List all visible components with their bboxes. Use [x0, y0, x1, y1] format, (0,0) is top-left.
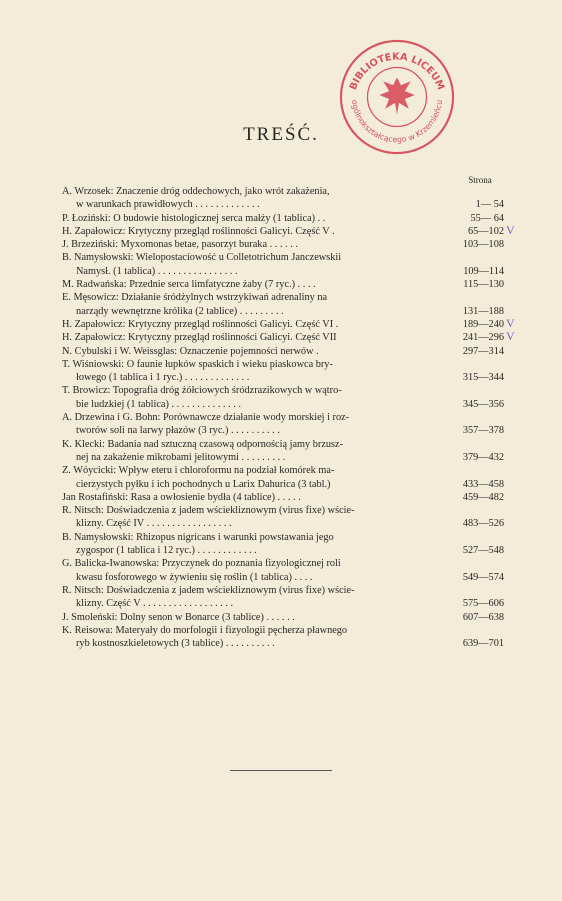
- toc-entry: [62, 411, 512, 438]
- toc-entry-line: [62, 464, 512, 477]
- toc-entry-text: N. Cybulski i W. Weissglas: Oznaczenie pojemności nerwów .: [62, 345, 319, 357]
- stamp-top-text: BIBLIOTEKA LICEUM: [347, 51, 447, 92]
- toc-page-range: 315—344: [462, 372, 504, 384]
- toc-entry-continuation: [62, 637, 512, 650]
- check-mark-icon: V: [506, 315, 515, 330]
- toc-entry-line: [62, 345, 512, 358]
- toc-page-range: 459—482: [462, 491, 504, 503]
- toc-entry: [62, 504, 512, 531]
- toc-entry-continuation: [62, 198, 512, 211]
- toc-entry-line: [62, 531, 512, 544]
- toc-entry-text: łowego (1 tablica i 1 ryc.) . . . . . . . . . . . . .: [76, 372, 250, 384]
- toc-entry-text: T. Wiśniowski: O faunie łupków spaskich i wieku piaskowca bry-: [62, 358, 333, 370]
- toc-entry-continuation: [62, 451, 512, 464]
- toc-entry: [62, 531, 512, 558]
- toc-entry-line: [62, 278, 512, 291]
- toc-entry-text: narządy wewnętrzne królika (2 tablice) . . . . . . . . .: [76, 305, 284, 317]
- toc-entry-line: [62, 358, 512, 371]
- toc-entry-line: [62, 384, 512, 397]
- toc-entry: [62, 238, 512, 251]
- toc-entry-line: [62, 251, 512, 264]
- toc-entry-text: klizny. Część V . . . . . . . . . . . . . . . . . .: [76, 598, 234, 610]
- toc-entry: [62, 315, 515, 331]
- toc-entry: [62, 251, 512, 278]
- closing-rule: [230, 770, 332, 771]
- toc-page-range: 575—606: [462, 598, 504, 610]
- toc-entry-line: [62, 238, 512, 251]
- toc-entry-text: H. Zapałowicz: Krytyczny przegląd roślinności Galicyi. Część VII: [62, 332, 337, 344]
- toc-entry: [62, 464, 512, 491]
- page-title: TREŚĆ.: [243, 124, 319, 145]
- toc-entry-continuation: [62, 305, 512, 318]
- toc-entry-text: nej na zakażenie mikrobami jelitowymi . . . . . . . . .: [76, 451, 286, 463]
- toc-entry-continuation: [62, 478, 512, 491]
- toc-entry-text: K. Klecki: Badania nad sztuczną czasową odpornością jamy brzusz-: [62, 438, 344, 450]
- toc-entry-text: B. Namysłowski: Rhizopus nigricans i warunki powstawania jego: [62, 531, 334, 543]
- toc-page-range: 55— 64: [470, 212, 504, 224]
- toc-entry-line: [62, 411, 512, 424]
- toc-entry: [62, 212, 512, 225]
- toc-entry-line: [62, 584, 512, 597]
- toc-page-range: 131—188: [462, 305, 504, 317]
- toc-entry: [62, 345, 512, 358]
- toc-entry-line: [62, 291, 512, 304]
- toc-entry: [62, 491, 512, 504]
- toc-page-range: 527—548: [462, 545, 504, 557]
- toc-entry-text: J. Brzeziński: Myxomonas betae, pasorzyt buraka . . . . . .: [62, 239, 298, 251]
- toc-entry-text: w warunkach prawidłowych . . . . . . . . . . . . .: [76, 199, 260, 211]
- toc-entry: [62, 291, 512, 318]
- page-column-label: Strona: [468, 175, 492, 185]
- toc-entry: [62, 185, 512, 212]
- toc-entry-text: Jan Rostafiński: Rasa a owłosienie bydła (4 tablice) . . . . .: [62, 491, 301, 503]
- toc-page-range: 241—296: [462, 332, 504, 344]
- toc-entry-text: T. Browicz: Topografia dróg żółciowych śródzrazikowych w wątro-: [62, 385, 342, 397]
- toc-entry-line: [62, 624, 512, 637]
- toc-entry-text: R. Nitsch: Doświadczenia z jadem wściekliznowym (virus fixe) wście-: [62, 584, 355, 596]
- toc-page-range: 189—240: [462, 318, 504, 330]
- toc-entry-continuation: [62, 544, 512, 557]
- toc-entry: [62, 438, 512, 465]
- table-of-contents: [62, 185, 515, 650]
- toc-page-range: 379—432: [462, 451, 504, 463]
- toc-entry-line: [62, 185, 512, 198]
- toc-entry-continuation: [62, 571, 512, 584]
- toc-page-range: 639—701: [462, 638, 504, 650]
- toc-entry-continuation: [62, 424, 512, 437]
- toc-entry-continuation: [62, 398, 512, 411]
- toc-entry: [62, 557, 512, 584]
- toc-entry-text: bie ludzkiej (1 tablica) . . . . . . . . . . . . . .: [76, 398, 241, 410]
- toc-entry-text: G. Balicka-Iwanowska: Przyczynek do poznania fizyologicznej roli: [62, 558, 341, 570]
- toc-entry-line: [62, 222, 515, 238]
- toc-entry-line: [62, 557, 512, 570]
- toc-entry-text: ryb kostnoszkieletowych (3 tablice) . . . . . . . . . .: [76, 638, 275, 650]
- toc-entry: [62, 278, 512, 291]
- toc-entry-line: [62, 315, 515, 331]
- toc-entry-text: H. Zapałowicz: Krytyczny przegląd roślinności Galicyi. Część VI .: [62, 318, 339, 330]
- toc-entry: [62, 624, 512, 651]
- toc-entry-continuation: [62, 517, 512, 530]
- toc-page-range: 433—458: [462, 478, 504, 490]
- stamp-bottom-text: ogólnokształcącego w Krzemieńcu: [349, 99, 445, 145]
- toc-entry-continuation: [62, 371, 512, 384]
- toc-entry-line: [62, 438, 512, 451]
- toc-entry: [62, 384, 512, 411]
- toc-entry-continuation: [62, 265, 512, 278]
- toc-entry-text: cierzystych pyłku i ich pochodnych u Larix Dahurica (3 tabl.): [76, 478, 331, 490]
- toc-entry: [62, 358, 512, 385]
- toc-entry-text: A. Drzewina i G. Bohn: Porównawcze działanie wody morskiej i roz-: [62, 412, 350, 424]
- toc-entry-line: [62, 611, 512, 624]
- toc-page-range: 103—108: [462, 239, 504, 251]
- toc-entry-text: M. Radwańska: Przednie serca limfatyczne żaby (7 ryc.) . . . .: [62, 279, 316, 291]
- toc-entry-text: klizny. Część IV . . . . . . . . . . . . . . . . .: [76, 518, 232, 530]
- toc-entry-line: [62, 504, 512, 517]
- toc-entry: [62, 329, 515, 344]
- toc-entry-text: kwasu fosforowego w żywieniu się roślin (1 tablica) . . . .: [76, 571, 313, 583]
- check-mark-icon: V: [506, 222, 515, 237]
- toc-page-range: 1— 54: [475, 199, 504, 211]
- toc-entry-text: E. Męsowicz: Działanie śródżylnych wstrzykiwań adrenaliny na: [62, 292, 328, 304]
- toc-entry-text: Z. Wóycicki: Wpływ eteru i chloroformu na podział komórek ma-: [62, 465, 335, 477]
- toc-entry: [62, 584, 512, 611]
- toc-page-range: 357—378: [462, 425, 504, 437]
- toc-entry: [62, 222, 515, 238]
- toc-entry-text: A. Wrzosek: Znaczenie dróg oddechowych, jako wrót zakażenia,: [62, 186, 330, 197]
- toc-entry-text: H. Zapałowicz: Krytyczny przegląd roślinności Galicyi. Część V .: [62, 225, 335, 237]
- toc-page-range: 109—114: [463, 265, 504, 277]
- toc-entry-line: [62, 329, 515, 344]
- toc-page-range: 65—102: [467, 225, 504, 237]
- eagle-emblem-icon: [379, 77, 414, 114]
- toc-page-range: 297—314: [462, 345, 504, 357]
- toc-page-range: 345—356: [462, 398, 504, 410]
- toc-page-range: 115—130: [463, 279, 504, 291]
- toc-entry-continuation: [62, 597, 512, 610]
- check-mark-icon: V: [506, 329, 515, 344]
- toc-page-range: 483—526: [462, 518, 504, 530]
- toc-entry-text: J. Smoleński: Dolny senon w Bonarce (3 tablice) . . . . . .: [62, 611, 295, 623]
- toc-page-range: 549—574: [462, 571, 504, 583]
- toc-entry-line: [62, 491, 512, 504]
- toc-entry-text: B. Namysłowski: Wielopostaciowość u Colletotrichum Janczewskii: [62, 252, 342, 264]
- toc-page-range: 607—638: [462, 611, 504, 623]
- toc-entry-text: R. Nitsch: Doświadczenia z jadem wściekliznowym (virus fixe) wście-: [62, 505, 355, 517]
- toc-entry: [62, 611, 512, 624]
- toc-entry-text: P. Łoziński: O budowie histologicznej serca małży (1 tablica) . .: [62, 212, 326, 224]
- toc-entry-text: K. Reisowa: Materyały do morfologii i fizyologii pęcherza pławnego: [62, 624, 348, 636]
- toc-entry-line: [62, 212, 512, 225]
- toc-entry-text: zygospor (1 tablica i 12 ryc.) . . . . . . . . . . . .: [76, 545, 257, 557]
- toc-entry-text: Namysł. (1 tablica) . . . . . . . . . . . . . . . .: [76, 265, 238, 277]
- toc-entry-text: tworów soli na larwy płazów (3 ryc.) . . . . . . . . . .: [76, 425, 280, 437]
